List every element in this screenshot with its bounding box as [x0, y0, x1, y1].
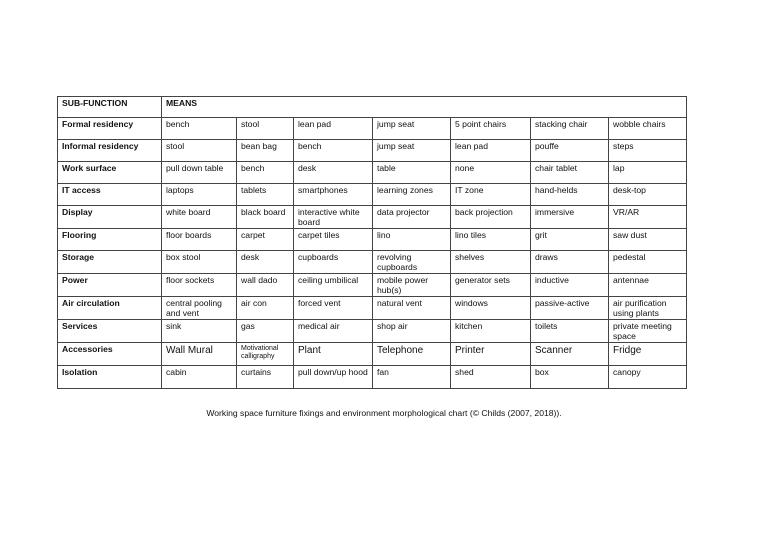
row-label: IT access [58, 184, 162, 206]
table-cell: shelves [451, 251, 531, 274]
table-cell: saw dust [609, 229, 687, 251]
table-cell: box stool [162, 251, 237, 274]
table-row [58, 140, 687, 162]
table-cell: Motivational calligraphy [237, 343, 294, 366]
table-cell: mobile power hub(s) [373, 274, 451, 297]
table-cell: windows [451, 297, 531, 320]
table-cell: desk-top [609, 184, 687, 206]
table-cell: sink [162, 320, 237, 343]
row-label: Accessories [58, 343, 162, 366]
row-label: Flooring [58, 229, 162, 251]
table-cell: lino [373, 229, 451, 251]
table-cell: desk [237, 251, 294, 274]
table-cell: grit [531, 229, 609, 251]
table-row [58, 206, 687, 229]
table-cell: pouffe [531, 140, 609, 162]
table-cell: cabin [162, 366, 237, 389]
table-cell: ceiling umbilical [294, 274, 373, 297]
table-cell: interactive white board [294, 206, 373, 229]
table-cell: stool [162, 140, 237, 162]
table-cell: carpet tiles [294, 229, 373, 251]
table-row [58, 118, 687, 140]
table-cell: bench [237, 162, 294, 184]
row-label: Display [58, 206, 162, 229]
row-label: Power [58, 274, 162, 297]
table-row [58, 343, 687, 366]
table-cell: table [373, 162, 451, 184]
table-cell: laptops [162, 184, 237, 206]
table-row [58, 162, 687, 184]
table-cell: bench [294, 140, 373, 162]
table-row [58, 320, 687, 343]
table-cell: Scanner [531, 343, 609, 366]
table-cell: fan [373, 366, 451, 389]
table-cell: private meeting space [609, 320, 687, 343]
table-cell: steps [609, 140, 687, 162]
table-cell: hand-helds [531, 184, 609, 206]
table-cell: 5 point chairs [451, 118, 531, 140]
table-cell: forced vent [294, 297, 373, 320]
header-means: MEANS [162, 97, 687, 118]
table-cell: black board [237, 206, 294, 229]
table-cell: natural vent [373, 297, 451, 320]
row-label: Formal residency [58, 118, 162, 140]
table-cell: Fridge [609, 343, 687, 366]
table-cell: IT zone [451, 184, 531, 206]
table-row [58, 229, 687, 251]
table-cell: immersive [531, 206, 609, 229]
table-cell: chair tablet [531, 162, 609, 184]
table-cell: box [531, 366, 609, 389]
table-cell: data projector [373, 206, 451, 229]
row-label: Storage [58, 251, 162, 274]
table-cell: central pooling and vent [162, 297, 237, 320]
table-cell: wobble chairs [609, 118, 687, 140]
table-row [58, 184, 687, 206]
table-cell: inductive [531, 274, 609, 297]
row-label: Informal residency [58, 140, 162, 162]
morphological-chart-table [57, 96, 687, 389]
table-row [58, 297, 687, 320]
table-cell: shed [451, 366, 531, 389]
table-row [58, 251, 687, 274]
table-header-row [58, 97, 687, 118]
table-cell: jump seat [373, 140, 451, 162]
table-cell: bean bag [237, 140, 294, 162]
table-cell: air purification using plants [609, 297, 687, 320]
table-cell: draws [531, 251, 609, 274]
row-label: Work surface [58, 162, 162, 184]
table-cell: passive-active [531, 297, 609, 320]
table-cell: kitchen [451, 320, 531, 343]
table-cell: medical air [294, 320, 373, 343]
table-cell: white board [162, 206, 237, 229]
table-cell: smartphones [294, 184, 373, 206]
table-cell: lean pad [294, 118, 373, 140]
table-cell: toilets [531, 320, 609, 343]
table-cell: stacking chair [531, 118, 609, 140]
table-cell: desk [294, 162, 373, 184]
table-cell: shop air [373, 320, 451, 343]
table-cell: pedestal [609, 251, 687, 274]
table-cell: Wall Mural [162, 343, 237, 366]
table-cell: VR/AR [609, 206, 687, 229]
table-cell: bench [162, 118, 237, 140]
table-cell: learning zones [373, 184, 451, 206]
table-cell: Printer [451, 343, 531, 366]
table-cell: gas [237, 320, 294, 343]
table-cell: canopy [609, 366, 687, 389]
table-cell: air con [237, 297, 294, 320]
row-label: Air circulation [58, 297, 162, 320]
table-cell: Plant [294, 343, 373, 366]
table-cell: tablets [237, 184, 294, 206]
table-cell: curtains [237, 366, 294, 389]
table-row [58, 366, 687, 389]
table-cell: pull down/up hood [294, 366, 373, 389]
header-sub-function: SUB-FUNCTION [58, 97, 162, 118]
table-cell: cupboards [294, 251, 373, 274]
table-cell: Telephone [373, 343, 451, 366]
figure-caption: Working space furniture fixings and environment morphological chart (© Childs (2007, 2018)). [206, 408, 562, 418]
table-cell: floor boards [162, 229, 237, 251]
table-cell: revolving cupboards [373, 251, 451, 274]
table-cell: carpet [237, 229, 294, 251]
table-cell: generator sets [451, 274, 531, 297]
table-cell: jump seat [373, 118, 451, 140]
row-label: Isolation [58, 366, 162, 389]
table-cell: floor sockets [162, 274, 237, 297]
table-cell: pull down table [162, 162, 237, 184]
table-cell: wall dado [237, 274, 294, 297]
table-cell: lap [609, 162, 687, 184]
table-cell: lino tiles [451, 229, 531, 251]
table-cell: lean pad [451, 140, 531, 162]
table-cell: none [451, 162, 531, 184]
table-cell: stool [237, 118, 294, 140]
table-cell: antennae [609, 274, 687, 297]
table-cell: back projection [451, 206, 531, 229]
table-row [58, 274, 687, 297]
row-label: Services [58, 320, 162, 343]
